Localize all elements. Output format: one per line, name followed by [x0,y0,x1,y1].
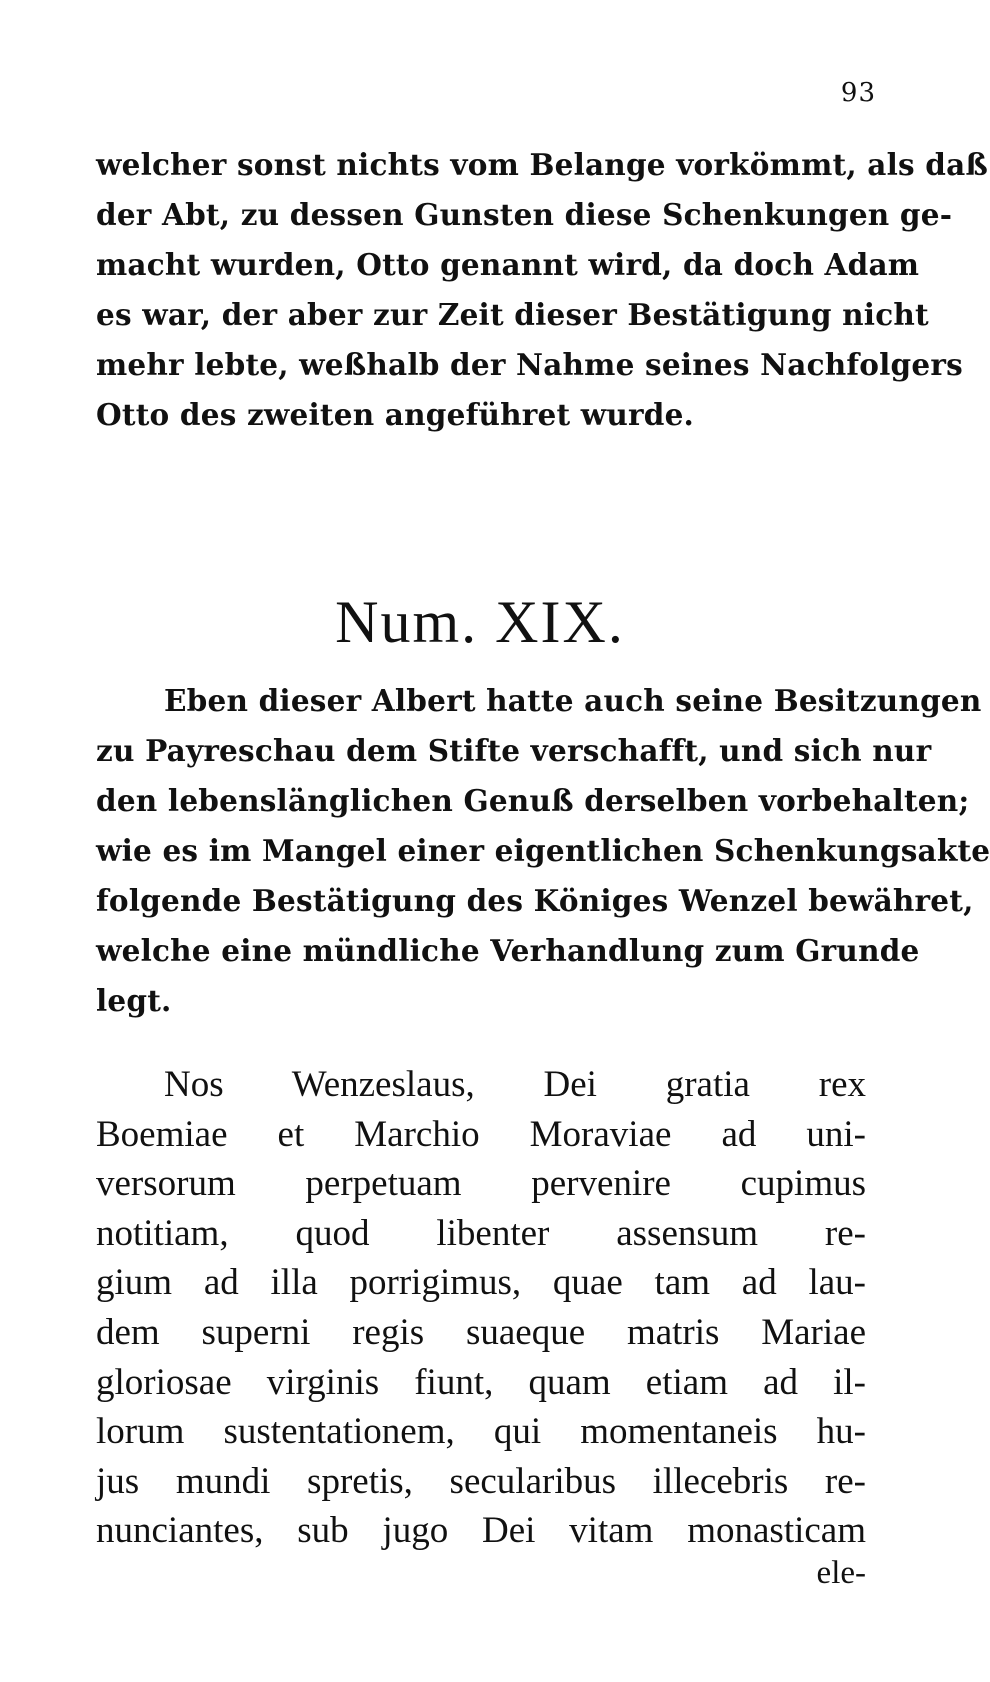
paragraph-1 [96,140,989,440]
text-line: gium ad illa porrigimus, quae tam ad lau- [96,1262,866,1304]
text-line: legt. [96,983,172,1018]
paragraph-2 [96,676,990,1026]
text-line: notitiam, quod libenter assensum re- [96,1212,866,1254]
text-line: lorum sustentationem, qui momentaneis hu- [96,1411,866,1453]
text-line: gloriosae virginis fiunt, quam etiam ad il- [96,1361,866,1403]
text-line: es war, der aber zur Zeit dieser Bestätigung nicht [96,297,929,332]
text-line: folgende Bestätigung des Königes Wenzel bewähret, [96,883,974,918]
text-line: dem superni regis suaeque matris Mariae [96,1311,866,1353]
text-line: mehr lebte, weßhalb der Nahme seines Nachfolgers [96,347,963,382]
text-line: jus mundi spretis, secularibus illecebris re- [96,1460,866,1502]
text-line: welche eine mündliche Verhandlung zum Grunde [96,933,920,968]
page-number: 93 [840,78,876,108]
text-line: Nos Wenzeslaus, Dei gratia rex [164,1064,866,1105]
text-line: Otto des zweiten angeführet wurde. [96,397,695,432]
latin-charter-text [96,1060,866,1556]
text-line: nunciantes, sub jugo Dei vitam monasticam [96,1510,866,1552]
text-line: wie es im Mangel einer eigentlichen Schenkungsakte [96,833,990,868]
text-line: welcher sonst nichts vom Belange vorkömmt, als daß [96,147,989,182]
text-line: versorum perpetuam pervenire cupimus [96,1163,866,1205]
section-heading: Num. XIX. [335,589,625,655]
text-line: der Abt, zu dessen Gunsten diese Schenkungen ge- [96,197,953,232]
catchword: ele- [816,1555,866,1591]
text-line: macht wurden, Otto genannt wird, da doch Adam [96,247,920,282]
text-line: zu Payreschau dem Stifte verschafft, und sich nur [96,733,932,768]
text-line: Boemiae et Marchio Moraviae ad uni- [96,1113,866,1155]
text-line: den lebenslänglichen Genuß derselben vorbehalten; [96,783,970,818]
text-line: Eben dieser Albert hatte auch seine Besitzungen [164,683,982,718]
